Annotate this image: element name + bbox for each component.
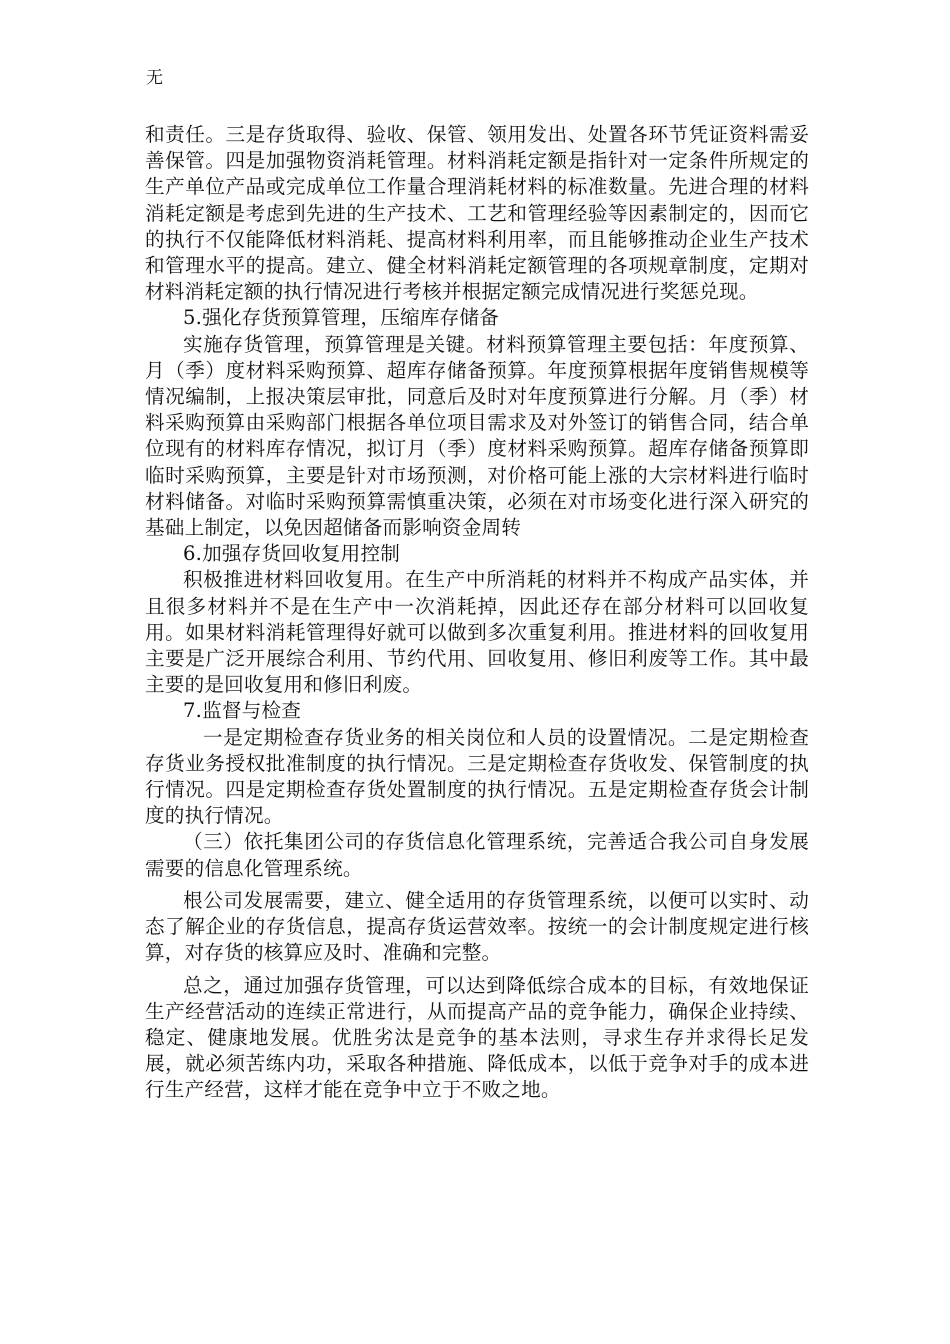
- paragraph-conclusion: 总之，通过加强存货管理，可以达到降低综合成本的目标，有效地保证生产经营活动的连续正常进行，从而提高产品的竞争能力，确保企业持续、稳定、健康地发展。优胜劣汰是竞争的基本法则，寻求生存并求得长足发展，就必须苦练内功，采取各种措施、降低成本，以低于竞争对手的成本进行生产经营，这样才能在竞争中立于不败之地。: [145, 973, 809, 1102]
- section-heading-6: 6.加强存货回收复用控制: [183, 542, 401, 566]
- section-heading-7: 7.监督与检查: [183, 699, 302, 723]
- paragraph-recycling: 积极推进材料回收复用。在生产中所消耗的材料并不构成产品实体，并且很多材料并不是在生产中一次消耗掉，因此还存在部分材料可以回收复用。如果材料消耗管理得好就可以做到多次重复利用。推进材料的回收复用主要是广泛开展综合利用、节约代用、回收复用、修旧利废等工作。其中最主要的是回收复用和修旧利废。: [145, 568, 809, 697]
- section-heading-3: （三）依托集团公司的存货信息化管理系统，完善适合我公司自身发展需要的信息化管理系统。: [145, 830, 809, 880]
- paragraph-information-system: 根公司发展需要，建立、健全适用的存货管理系统，以便可以实时、动态了解企业的存货信息，提高存货运营效率。按统一的会计制度规定进行核算，对存货的核算应及时、准确和完整。: [145, 888, 809, 965]
- document-body: [145, 122, 809, 1104]
- page-header-label: 无: [146, 68, 163, 88]
- paragraph-budget: 实施存货管理，预算管理是关键。材料预算管理主要包括：年度预算、月（季）度材料采购预算、超库存储备预算。年度预算根据年度销售规模等情况编制，上报决策层审批，同意后及时对年度预算进行分解。月（季）材料采购预算由采购部门根据各单位项目需求及对外签订的销售合同，结合单位现有的材料库存情况，拟订月（季）度材料采购预算。超库存储备预算即临时采购预算，主要是针对市场预测，对价格可能上涨的大宗材料进行临时材料储备。对临时采购预算需慎重决策，必须在对市场变化进行深入研究的基础上制定，以免因超储备而影响资金周转: [145, 332, 809, 540]
- paragraph-continued: 和责任。三是存货取得、验收、保管、领用发出、处置各环节凭证资料需妥善保管。四是加强物资消耗管理。材料消耗定额是指针对一定条件所规定的生产单位产品或完成单位工作量合理消耗材料的标准数量。先进合理的材料消耗定额是考虑到先进的生产技术、工艺和管理经验等因素制定的，因而它的执行不仅能降低材料消耗、提高材料利用率，而且能够推动企业生产技术和管理水平的提高。建立、健全材料消耗定额管理的各项规章制度，定期对材料消耗定额的执行情况进行考核并根据定额完成情况进行奖惩兑现。: [145, 123, 809, 304]
- paragraph-supervision: 一是定期检查存货业务的相关岗位和人员的设置情况。二是定期检查存货业务授权批准制度的执行情况。三是定期检查存货收发、保管制度的执行情况。四是定期检查存货处置制度的执行情况。五是定期检查存货会计制度的执行情况。: [145, 725, 809, 828]
- section-heading-5: 5.强化存货预算管理，压缩库存储备: [183, 306, 500, 330]
